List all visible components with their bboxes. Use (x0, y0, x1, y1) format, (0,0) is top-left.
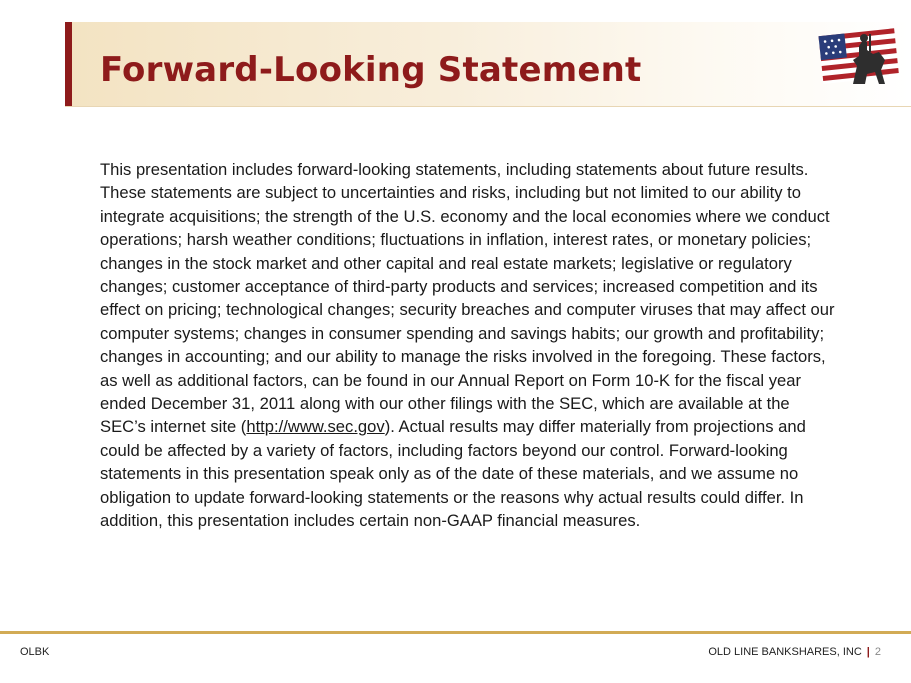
disclaimer-paragraph (100, 158, 840, 533)
footer-right-group (708, 646, 881, 658)
page-number: 2 (874, 646, 881, 658)
sec-website-link[interactable]: http://www.sec.gov (246, 417, 385, 437)
old-line-bankshares-logo-icon (815, 26, 905, 90)
disclaimer-text-before-link: This presentation includes forward-looking statements, including statements about future results. These statements are subject to uncertainties and risks, including but not limited to our ability to integrate acquisitions; the strength of the U.S. economy and the local economies where we conduct operations; harsh weather conditions; fluctuations in inflation, interest rates, or monetary policies; changes in the stock market and other capital and real estate markets; legislative or regulatory changes; customer acceptance of third-party products and services; increased competition and its effect on pricing; technological changes; security breaches and computer viruses that may affect our computer systems; changes in consumer spending and savings habits; our growth and profitability; changes in accounting; and our ability to manage the risks involved in the foregoing. These factors, as well as additional factors, can be found in our Annual Report on Form 10-K for the fiscal year ended December 31, 2011 along with our other filings with the SEC, which are available at the SEC’s internet site ( (100, 160, 835, 437)
disclaimer-text-after-link: ). Actual results may differ materially from projections and could be affected by a variety of factors, including factors beyond our control. Forward-looking statements in this presentation speak only as of the date of these materials, and we assume no obligation to update forward-looking statements or the reasons why actual results could differ. In addition, this presentation includes certain non-GAAP financial measures. (100, 417, 806, 531)
footer-company-name: OLD LINE BANKSHARES, INC (708, 646, 862, 658)
footer-ticker: OLBK (20, 646, 50, 658)
footer-separator: | (866, 646, 870, 658)
footer-divider (0, 631, 911, 634)
slide-title: Forward-Looking Statement (100, 50, 642, 90)
title-accent-bar (65, 22, 72, 106)
